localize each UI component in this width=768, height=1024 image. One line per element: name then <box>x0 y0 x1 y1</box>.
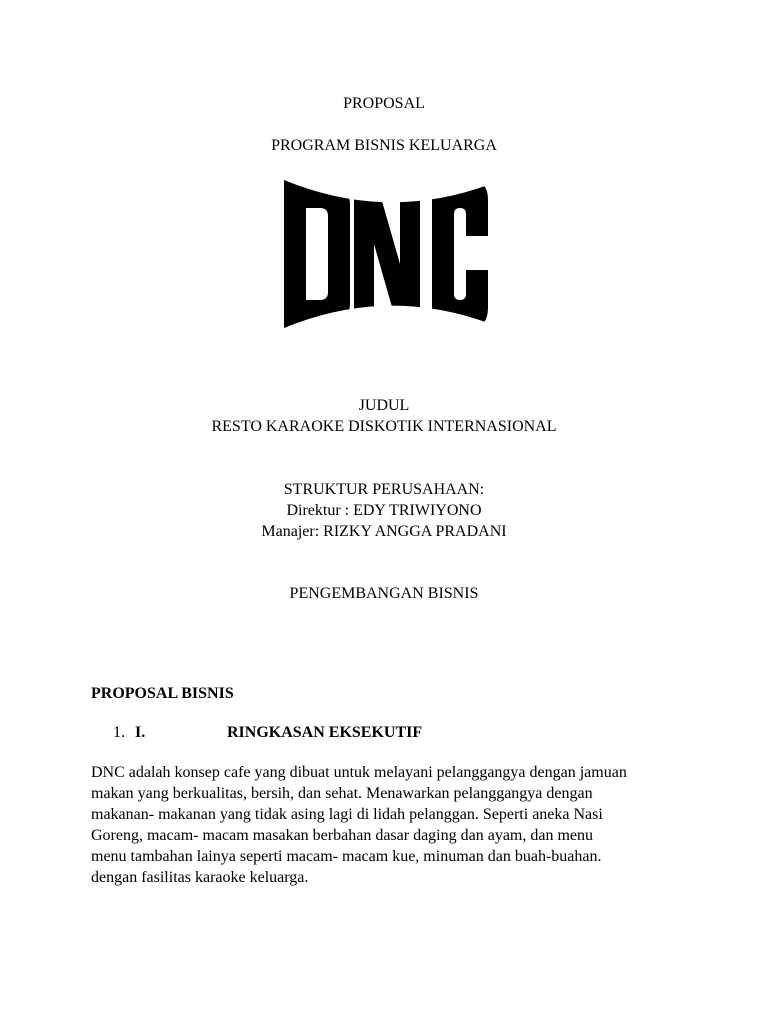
dnc-logo <box>284 180 488 328</box>
document-type: PROPOSAL <box>343 95 425 112</box>
list-roman-numeral: I. <box>135 724 146 741</box>
direktur-line: Direktur : EDY TRIWIYONO <box>286 502 482 519</box>
pengembangan-heading: PENGEMBANGAN BISNIS <box>289 585 479 602</box>
paragraph-line: makanan- makanan yang tidak asing lagi di lidah pelanggan. Seperti aneka Nasi <box>91 806 603 823</box>
judul-label: JUDUL <box>358 397 410 414</box>
logo-letter-n <box>354 180 420 328</box>
list-item <box>0 722 768 744</box>
list-number: 1. <box>113 724 125 741</box>
list-title: RINGKASAN EKSEKUTIF <box>227 724 423 741</box>
paragraph-line: DNC adalah konsep cafe yang dibuat untuk melayani pelanggangya dengan jamuan <box>91 764 627 781</box>
program-title: PROGRAM BISNIS KELUARGA <box>271 137 497 154</box>
struktur-label: STRUKTUR PERUSAHAAN: <box>283 481 485 498</box>
section-title: PROPOSAL BISNIS <box>91 685 234 702</box>
executive-summary-paragraph <box>91 762 691 888</box>
judul-value: RESTO KARAOKE DISKOTIK INTERNASIONAL <box>211 418 557 435</box>
paragraph-line: Goreng, macam- macam masakan berbahan dasar daging dan ayam, dan menu <box>91 827 594 844</box>
paragraph-line: makan yang berkualitas, bersih, dan sehat. Menawarkan pelanggangya dengan <box>91 785 593 802</box>
paragraph-line: menu tambahan lainya seperti macam- macam kue, minuman dan buah-buahan. <box>91 848 602 865</box>
manajer-line: Manajer: RIZKY ANGGA PRADANI <box>261 523 507 540</box>
paragraph-line: dengan fasilitas karaoke keluarga. <box>91 869 309 886</box>
